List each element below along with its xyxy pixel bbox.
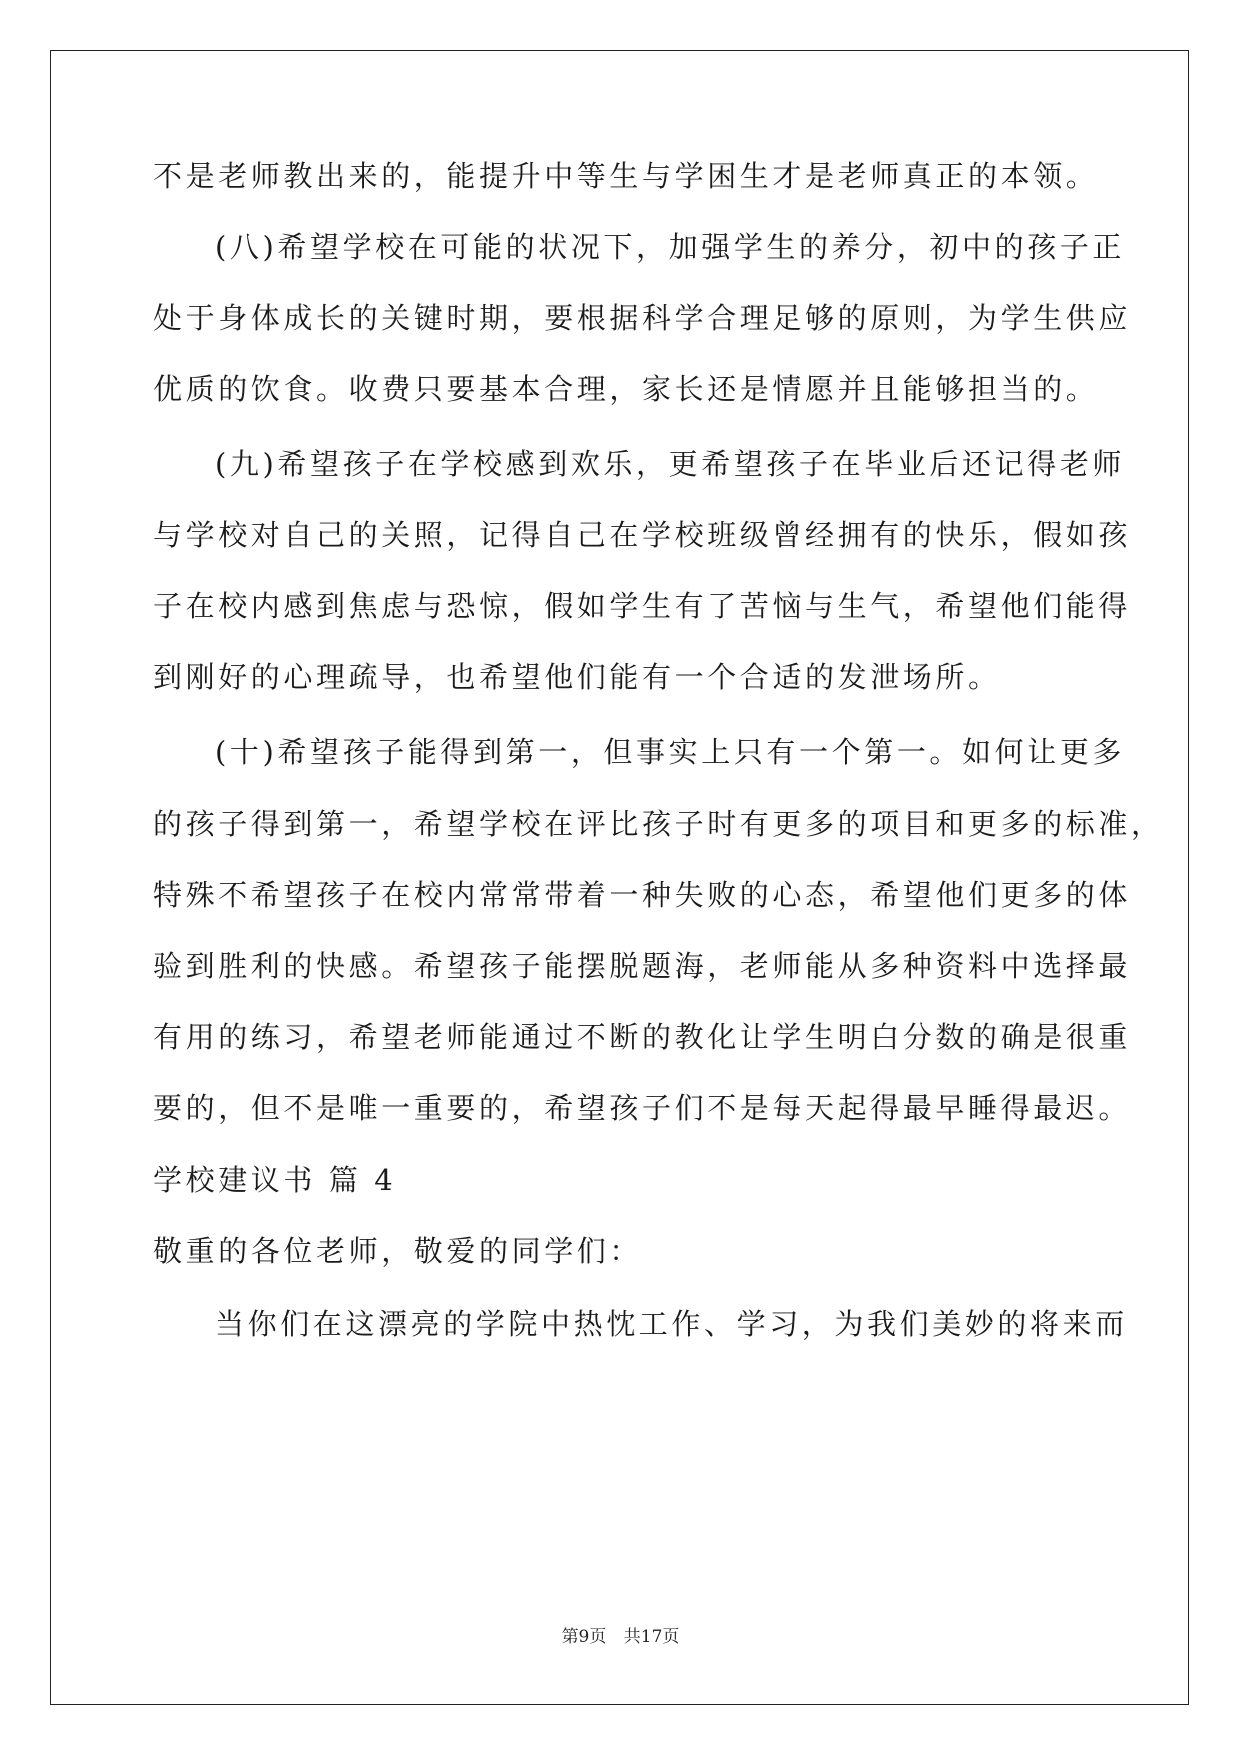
section-heading: 学校建议书 篇 4 [153, 1163, 397, 1197]
text-line: 有用的练习，希望老师能通过不断的教化让学生明白分数的确是很重 [153, 1020, 1132, 1054]
text-line: 与学校对自己的关照，记得自己在学校班级曾经拥有的快乐，假如孩 [153, 518, 1132, 552]
text-line: 到刚好的心理疏导，也希望他们能有一个合适的发泄场所。 [153, 660, 1001, 694]
text-line: 特殊不希望孩子在校内常常带着一种失败的心态，希望他们更多的体 [153, 878, 1132, 912]
page-number: 第9页 [561, 1627, 607, 1647]
salutation: 敬重的各位老师，敬爱的同学们： [153, 1234, 643, 1268]
text-line: 子在校内感到焦虑与恐惊，假如学生有了苦恼与生气，希望他们能得 [153, 589, 1132, 623]
page-footer [0, 1622, 1241, 1647]
text-line: 优质的饮食。收费只要基本合理，家长还是情愿并且能够担当的。 [153, 372, 1099, 406]
text-line: (九)希望孩子在学校感到欢乐，更希望孩子在毕业后还记得老师 [215, 447, 1126, 481]
text-line: (八)希望学校在可能的状况下，加强学生的养分，初中的孩子正 [215, 230, 1126, 264]
text-line: 要的，但不是唯一重要的，希望孩子们不是每天起得最早睡得最迟。 [153, 1091, 1132, 1125]
page-total: 共17页 [623, 1627, 680, 1647]
text-line: 当你们在这漂亮的学院中热忱工作、学习，为我们美妙的将来而 [215, 1307, 1128, 1341]
text-line: 不是老师教出来的，能提升中等生与学困生才是老师真正的本领。 [153, 159, 1099, 193]
text-line: 验到胜利的快感。希望孩子能摆脱题海，老师能从多种资料中选择最 [153, 949, 1132, 983]
text-line: 的孩子得到第一，希望学校在评比孩子时有更多的项目和更多的标准， [153, 807, 1164, 841]
text-line: 处于身体成长的关键时期，要根据科学合理足够的原则，为学生供应 [153, 301, 1132, 335]
text-line: (十)希望孩子能得到第一，但事实上只有一个第一。如何让更多 [215, 735, 1126, 769]
